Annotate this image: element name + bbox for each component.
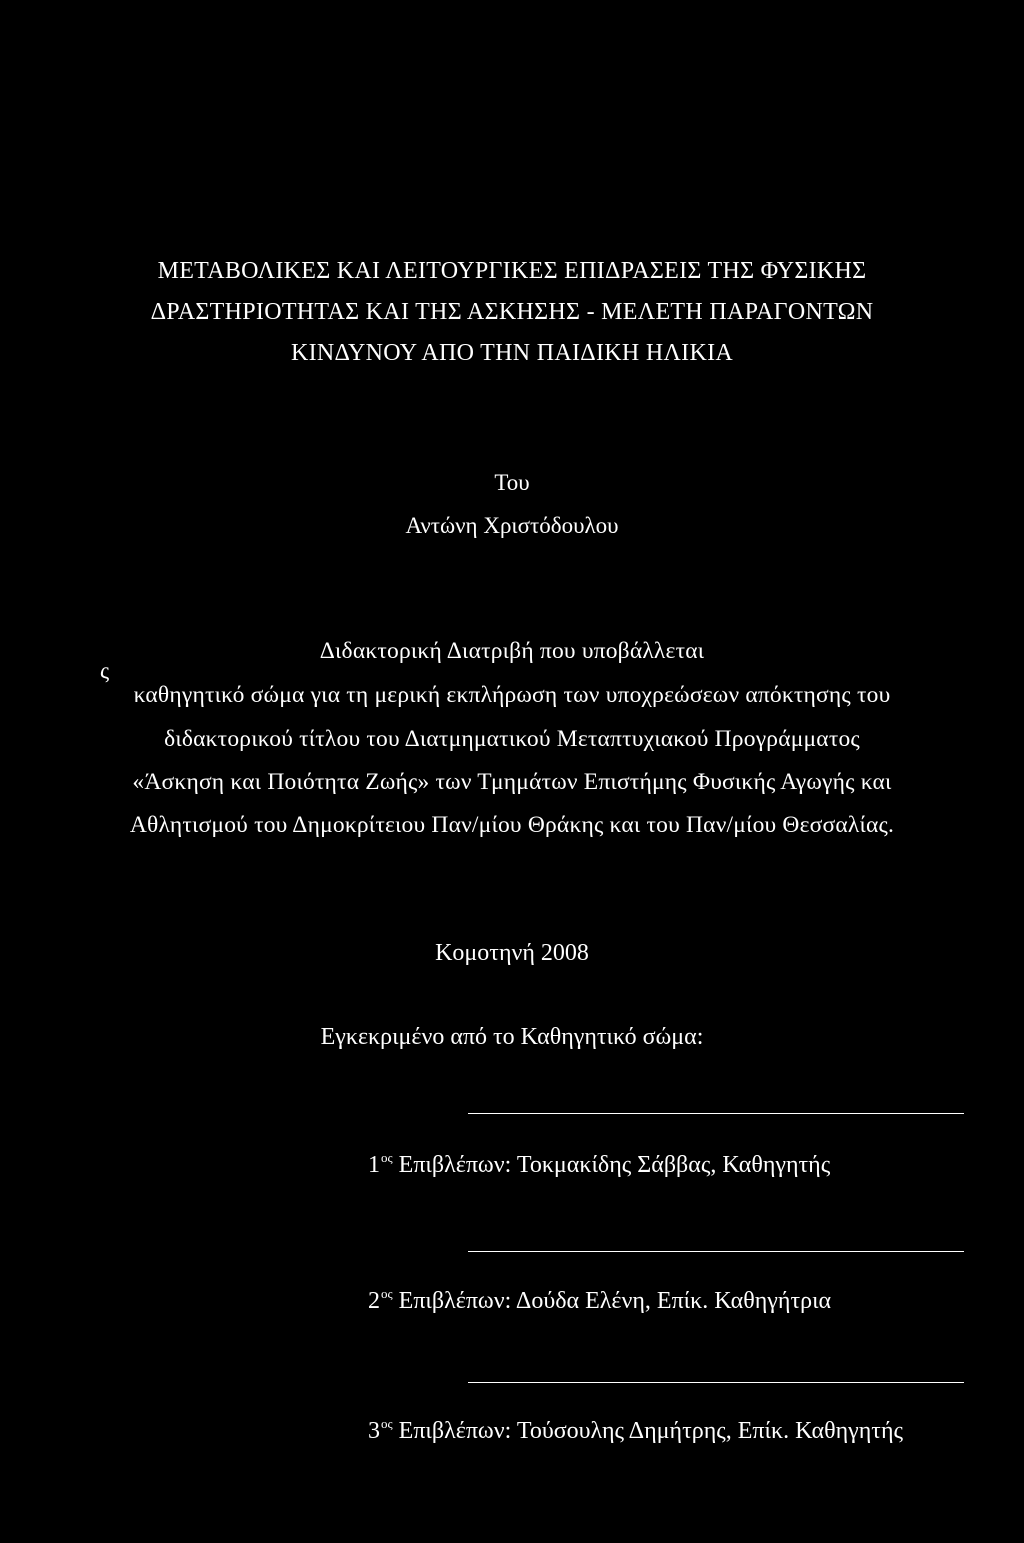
supervisor-2-ordinal-suffix: ος: [381, 1286, 393, 1301]
supervisor-3-ordinal-suffix: ος: [381, 1416, 393, 1431]
submission-line-2: καθηγητικό σώμα για τη μερική εκπλήρωση των υποχρεώσεων απόκτησης του: [133, 682, 891, 708]
author-prefix: Του: [494, 470, 530, 495]
supervisor-1-ordinal: 1: [368, 1152, 380, 1178]
submission-line-3: διδακτορικού τίτλου του Διατμηματικού Μεταπτυχιακού Προγράμματος: [164, 726, 860, 752]
submission-line-1: Διδακτορική Διατριβή που υποβάλλεται: [319, 638, 705, 664]
submission-line-5: Αθλητισμού του Δημοκρίτειου Παν/μίου Θράκης και του Παν/μίου Θεσσαλίας.: [129, 812, 895, 838]
supervisor-2: [368, 1286, 831, 1315]
author-name: Αντώνη Χριστόδουλου: [405, 513, 619, 538]
supervisor-1-text: Επιβλέπων: Τοκμακίδης Σάββας, Καθηγητής: [398, 1152, 831, 1178]
thesis-title-line-1: ΜΕΤΑΒΟΛΙΚΕΣ ΚΑΙ ΛΕΙΤΟΥΡΓΙΚΕΣ ΕΠΙΔΡΑΣΕΙΣ ΤΗΣ ΦΥΣΙΚΗΣ: [157, 258, 867, 284]
submission-line-4: «Άσκηση και Ποιότητα Ζωής» των Τμημάτων Επιστήμης Φυσικής Αγωγής και: [132, 769, 892, 795]
signature-line-1: [468, 1113, 964, 1114]
stray-mark: ς: [100, 658, 110, 683]
approval-heading: Εγκεκριμένο από το Καθηγητικό σώμα:: [320, 1024, 704, 1050]
supervisor-3: [368, 1416, 903, 1445]
supervisor-1-ordinal-suffix: ος: [381, 1150, 393, 1165]
thesis-title-line-3: ΚΙΝΔΥΝΟΥ ΑΠΟ ΤΗΝ ΠΑΙΔΙΚΗ ΗΛΙΚΙΑ: [290, 340, 734, 366]
place-and-date: Κομοτηνή 2008: [435, 940, 589, 966]
signature-line-2: [468, 1251, 964, 1252]
supervisor-2-text: Επιβλέπων: Δούδα Ελένη, Επίκ. Καθηγήτρια: [398, 1288, 832, 1314]
supervisor-2-ordinal: 2: [368, 1288, 380, 1314]
supervisor-3-text: Επιβλέπων: Τούσουλης Δημήτρης, Επίκ. Καθηγητής: [398, 1418, 904, 1444]
supervisor-1: [368, 1150, 830, 1179]
supervisor-3-ordinal: 3: [368, 1418, 380, 1444]
thesis-title-line-2: ΔΡΑΣΤΗΡΙΟΤΗΤΑΣ ΚΑΙ ΤΗΣ ΑΣΚΗΣΗΣ - ΜΕΛΕΤΗ ΠΑΡΑΓΟΝΤΩΝ: [150, 299, 874, 325]
signature-line-3: [468, 1382, 964, 1383]
